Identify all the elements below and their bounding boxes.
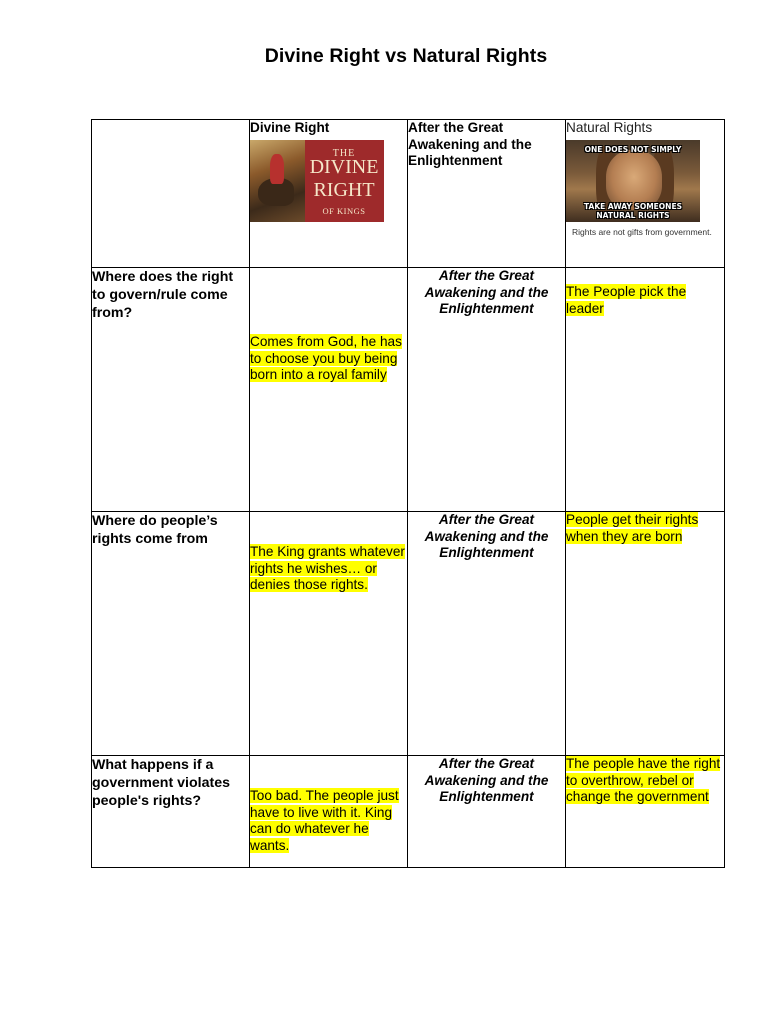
- natural-answer-text: The People pick the leader: [566, 284, 687, 316]
- after-answer-text: After the Great Awakening and the Enlightenment: [424, 756, 549, 804]
- meme-caption-top: ONE DOES NOT SIMPLY: [584, 144, 682, 154]
- question-text: Where do people’s rights come from: [92, 513, 218, 547]
- question-cell: [92, 756, 250, 868]
- after-answer-cell: [408, 756, 566, 868]
- header-natural-rights: Natural Rights: [566, 120, 653, 135]
- question-cell: [92, 512, 250, 756]
- meme-caption-bottom: TAKE AWAY SOMEONES NATURAL RIGHTS: [584, 201, 682, 220]
- natural-rights-meme-image: [566, 140, 700, 222]
- divine-right-image: [250, 140, 384, 222]
- header-after-awakening: After the Great Awakening and the Enlightenment: [408, 120, 532, 168]
- meme-face: [606, 150, 662, 210]
- divine-answer-cell: [250, 268, 408, 512]
- natural-answer-cell: [566, 268, 725, 512]
- after-answer-cell: [408, 268, 566, 512]
- after-answer-text: After the Great Awakening and the Enlightenment: [424, 268, 549, 316]
- header-cell-after: [408, 120, 566, 268]
- divine-answer-text: The King grants whatever rights he wishes… or denies those rights.: [250, 544, 405, 592]
- question-text: Where does the right to govern/rule come from?: [92, 269, 234, 321]
- question-cell: [92, 268, 250, 512]
- king-on-horse-painting: [250, 140, 305, 222]
- divine-answer-cell: [250, 512, 408, 756]
- divine-answer-text: Too bad. The people just have to live with it. King can do whatever he wants.: [250, 788, 399, 853]
- header-divine-right: Divine Right: [250, 120, 330, 135]
- table-row: [92, 268, 725, 512]
- meme-note: Rights are not gifts from government.: [572, 226, 712, 237]
- natural-answer-text: The people have the right to overthrow, rebel or change the government: [566, 756, 721, 804]
- header-cell-divine-right: [250, 120, 408, 268]
- comparison-table: [91, 119, 725, 868]
- natural-answer-text: People get their rights when they are born: [566, 512, 699, 544]
- header-cell-natural-rights: [566, 120, 725, 268]
- after-answer-cell: [408, 512, 566, 756]
- divine-answer-text: Comes from God, he has to choose you buy being born into a royal family: [250, 334, 402, 382]
- natural-answer-cell: [566, 512, 725, 756]
- divine-answer-cell: [250, 756, 408, 868]
- rider-shape: [270, 154, 284, 184]
- divine-image-line1: THE: [332, 147, 356, 159]
- divine-image-line4: OF KINGS: [322, 205, 366, 216]
- divine-image-line2: DIVINE: [309, 155, 379, 178]
- page-title: Divine Right vs Natural Rights: [264, 45, 548, 67]
- header-cell-empty: [92, 120, 250, 268]
- divine-image-line3: RIGHT: [313, 178, 375, 201]
- header-row: [92, 120, 725, 268]
- after-answer-text: After the Great Awakening and the Enlightenment: [424, 512, 549, 560]
- table-row: [92, 512, 725, 756]
- question-text: What happens if a government violates people's rights?: [92, 757, 230, 809]
- table-row: [92, 756, 725, 868]
- natural-answer-cell: [566, 756, 725, 868]
